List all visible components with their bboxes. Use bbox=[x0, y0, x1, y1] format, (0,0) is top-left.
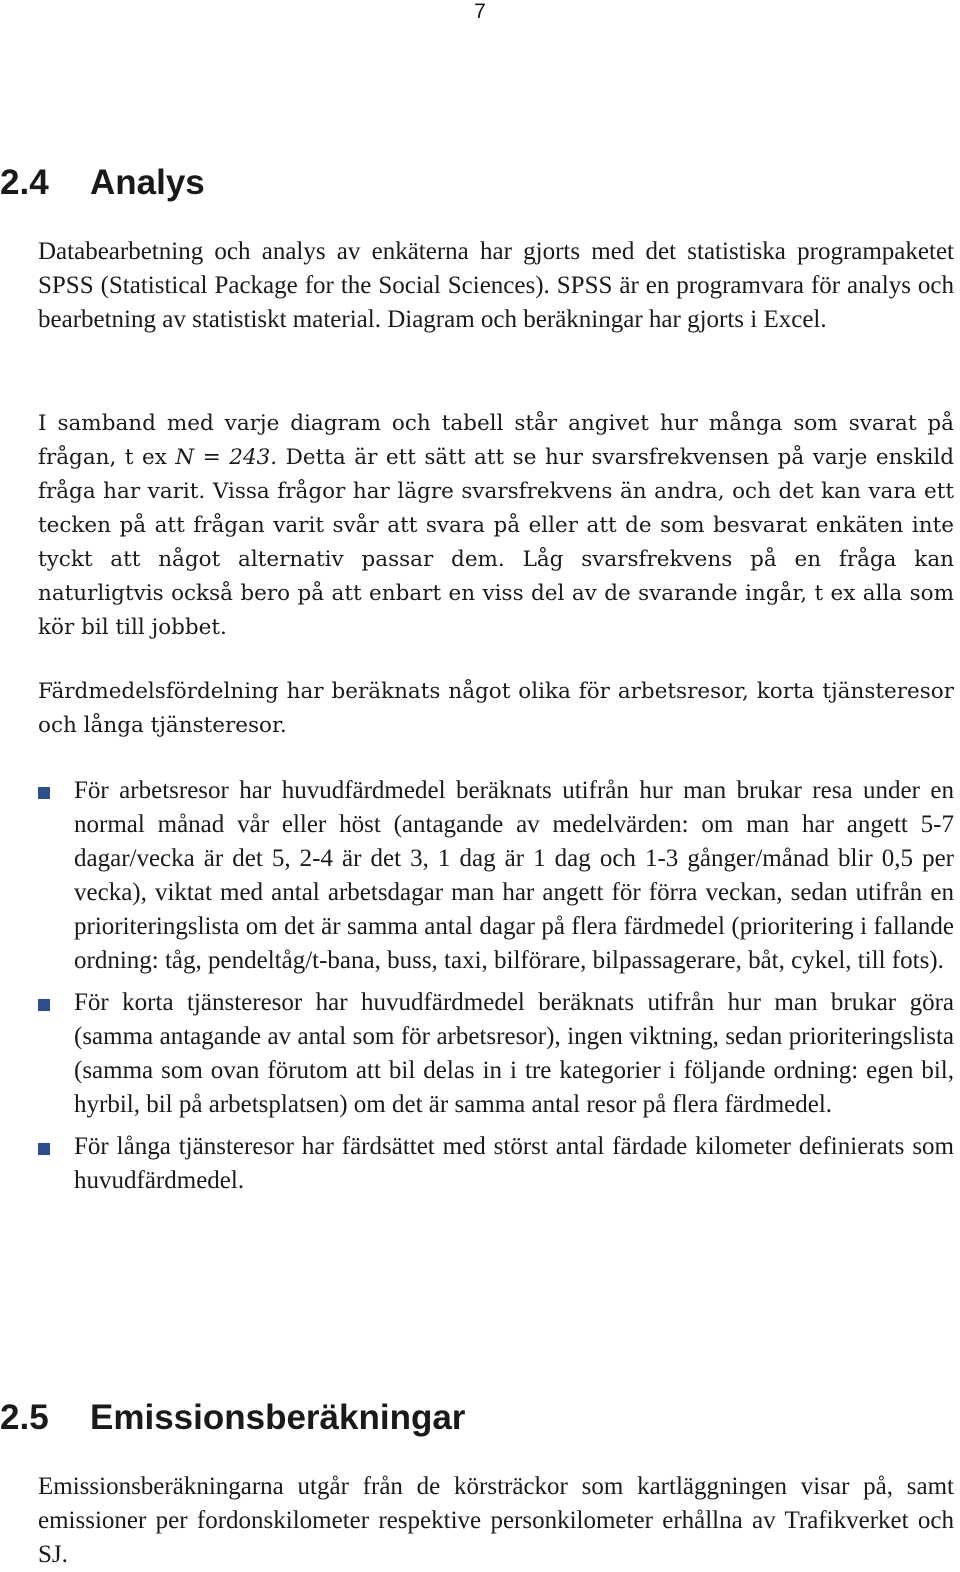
bullet-item-langa-tjansteresor bbox=[0, 1130, 960, 1198]
square-bullet-icon bbox=[38, 999, 50, 1011]
analys-paragraph-3: Färdmedelsfördelning har beräknats något olika för arbetsresor, korta tjänsteresor och långa tjänsteresor. bbox=[38, 679, 954, 738]
section-title: Emissionsberäkningar bbox=[90, 1398, 466, 1437]
page-number: 7 bbox=[474, 0, 486, 23]
section-number: 2.4 bbox=[0, 163, 49, 202]
section-title: Analys bbox=[90, 163, 205, 202]
method-bullet-list bbox=[0, 774, 960, 1198]
analys-paragraph-2-end: Detta är ett sätt att se hur svarsfrekvensen på varje enskild fråga har varit. Vissa frågor har lägre svarsfrekvens än andra, och det kan vara ett tecken på att frågan varit svår att svara på eller att de som besvarat enkäten inte tyckt att något alternativ passar dem. Låg svarsfrekvens på en fråga kan naturligtvis också bero på att enbart en viss del av de svarande ingår, t ex alla som kör bil till jobbet. bbox=[38, 445, 954, 640]
bullet-item-korta-tjansteresor bbox=[0, 986, 960, 1122]
analys-paragraph-2 bbox=[38, 407, 954, 645]
bullet-item-arbetsresor bbox=[0, 774, 960, 978]
sample-size-formula: N = 243. bbox=[175, 445, 278, 470]
bullet-text: För arbetsresor har huvudfärdmedel beräknats utifrån hur man brukar resa under en normal månad vår eller höst (antagande av medelvärden: om man har angett 5-7 dagar/vecka är det 5, 2-4 är det 3, 1 dag är 1 dag och 1-3 gånger/månad blir 0,5 per vecka), viktat med antal arbetsdagar man har angett för förra veckan, sedan utifrån en prioriteringslista om det är samma antal dagar på flera färdmedel (prioritering i fallande ordning: tåg, pendeltåg/t-bana, buss, taxi, bilförare, bilpassagerare, båt, cykel, till fots). bbox=[74, 777, 954, 974]
emission-paragraph-1: Emissionsberäkningarna utgår från de körsträckor som kartläggningen visar på, samt emissioner per fordonskilometer respektive personkilometer erhållna av Trafikverket och SJ. bbox=[38, 1473, 954, 1568]
analys-paragraph-1: Databearbetning och analys av enkäterna har gjorts med det statistiska programpaketet SPSS (Statistical Package for the Social Sciences). SPSS är en programvara för analys och bearbetning av statistiskt material. Diagram och beräkningar har gjorts i Excel. bbox=[38, 238, 954, 333]
square-bullet-icon bbox=[38, 1143, 50, 1155]
square-bullet-icon bbox=[38, 787, 50, 799]
bullet-text: För korta tjänsteresor har huvudfärdmedel beräknats utifrån hur man brukar göra (samma antagande av antal som för arbetsresor), ingen viktning, sedan prioriteringslista (samma som ovan förutom att bil delas in i tre kategorier i följande ordning: egen bil, hyrbil, bil på arbetsplatsen) om det är samma antal resor på flera färdmedel. bbox=[74, 989, 954, 1118]
section-number: 2.5 bbox=[0, 1398, 49, 1437]
analys-paragraph-2-start: I samband med varje diagram och tabell står angivet hur många som svarat på frågan, t ex bbox=[38, 411, 954, 470]
bullet-text: För långa tjänsteresor har färdsättet med störst antal färdade kilometer definierats som huvudfärdmedel. bbox=[74, 1133, 954, 1194]
section-heading-emission bbox=[0, 1398, 465, 1438]
section-heading-analys bbox=[0, 163, 205, 203]
